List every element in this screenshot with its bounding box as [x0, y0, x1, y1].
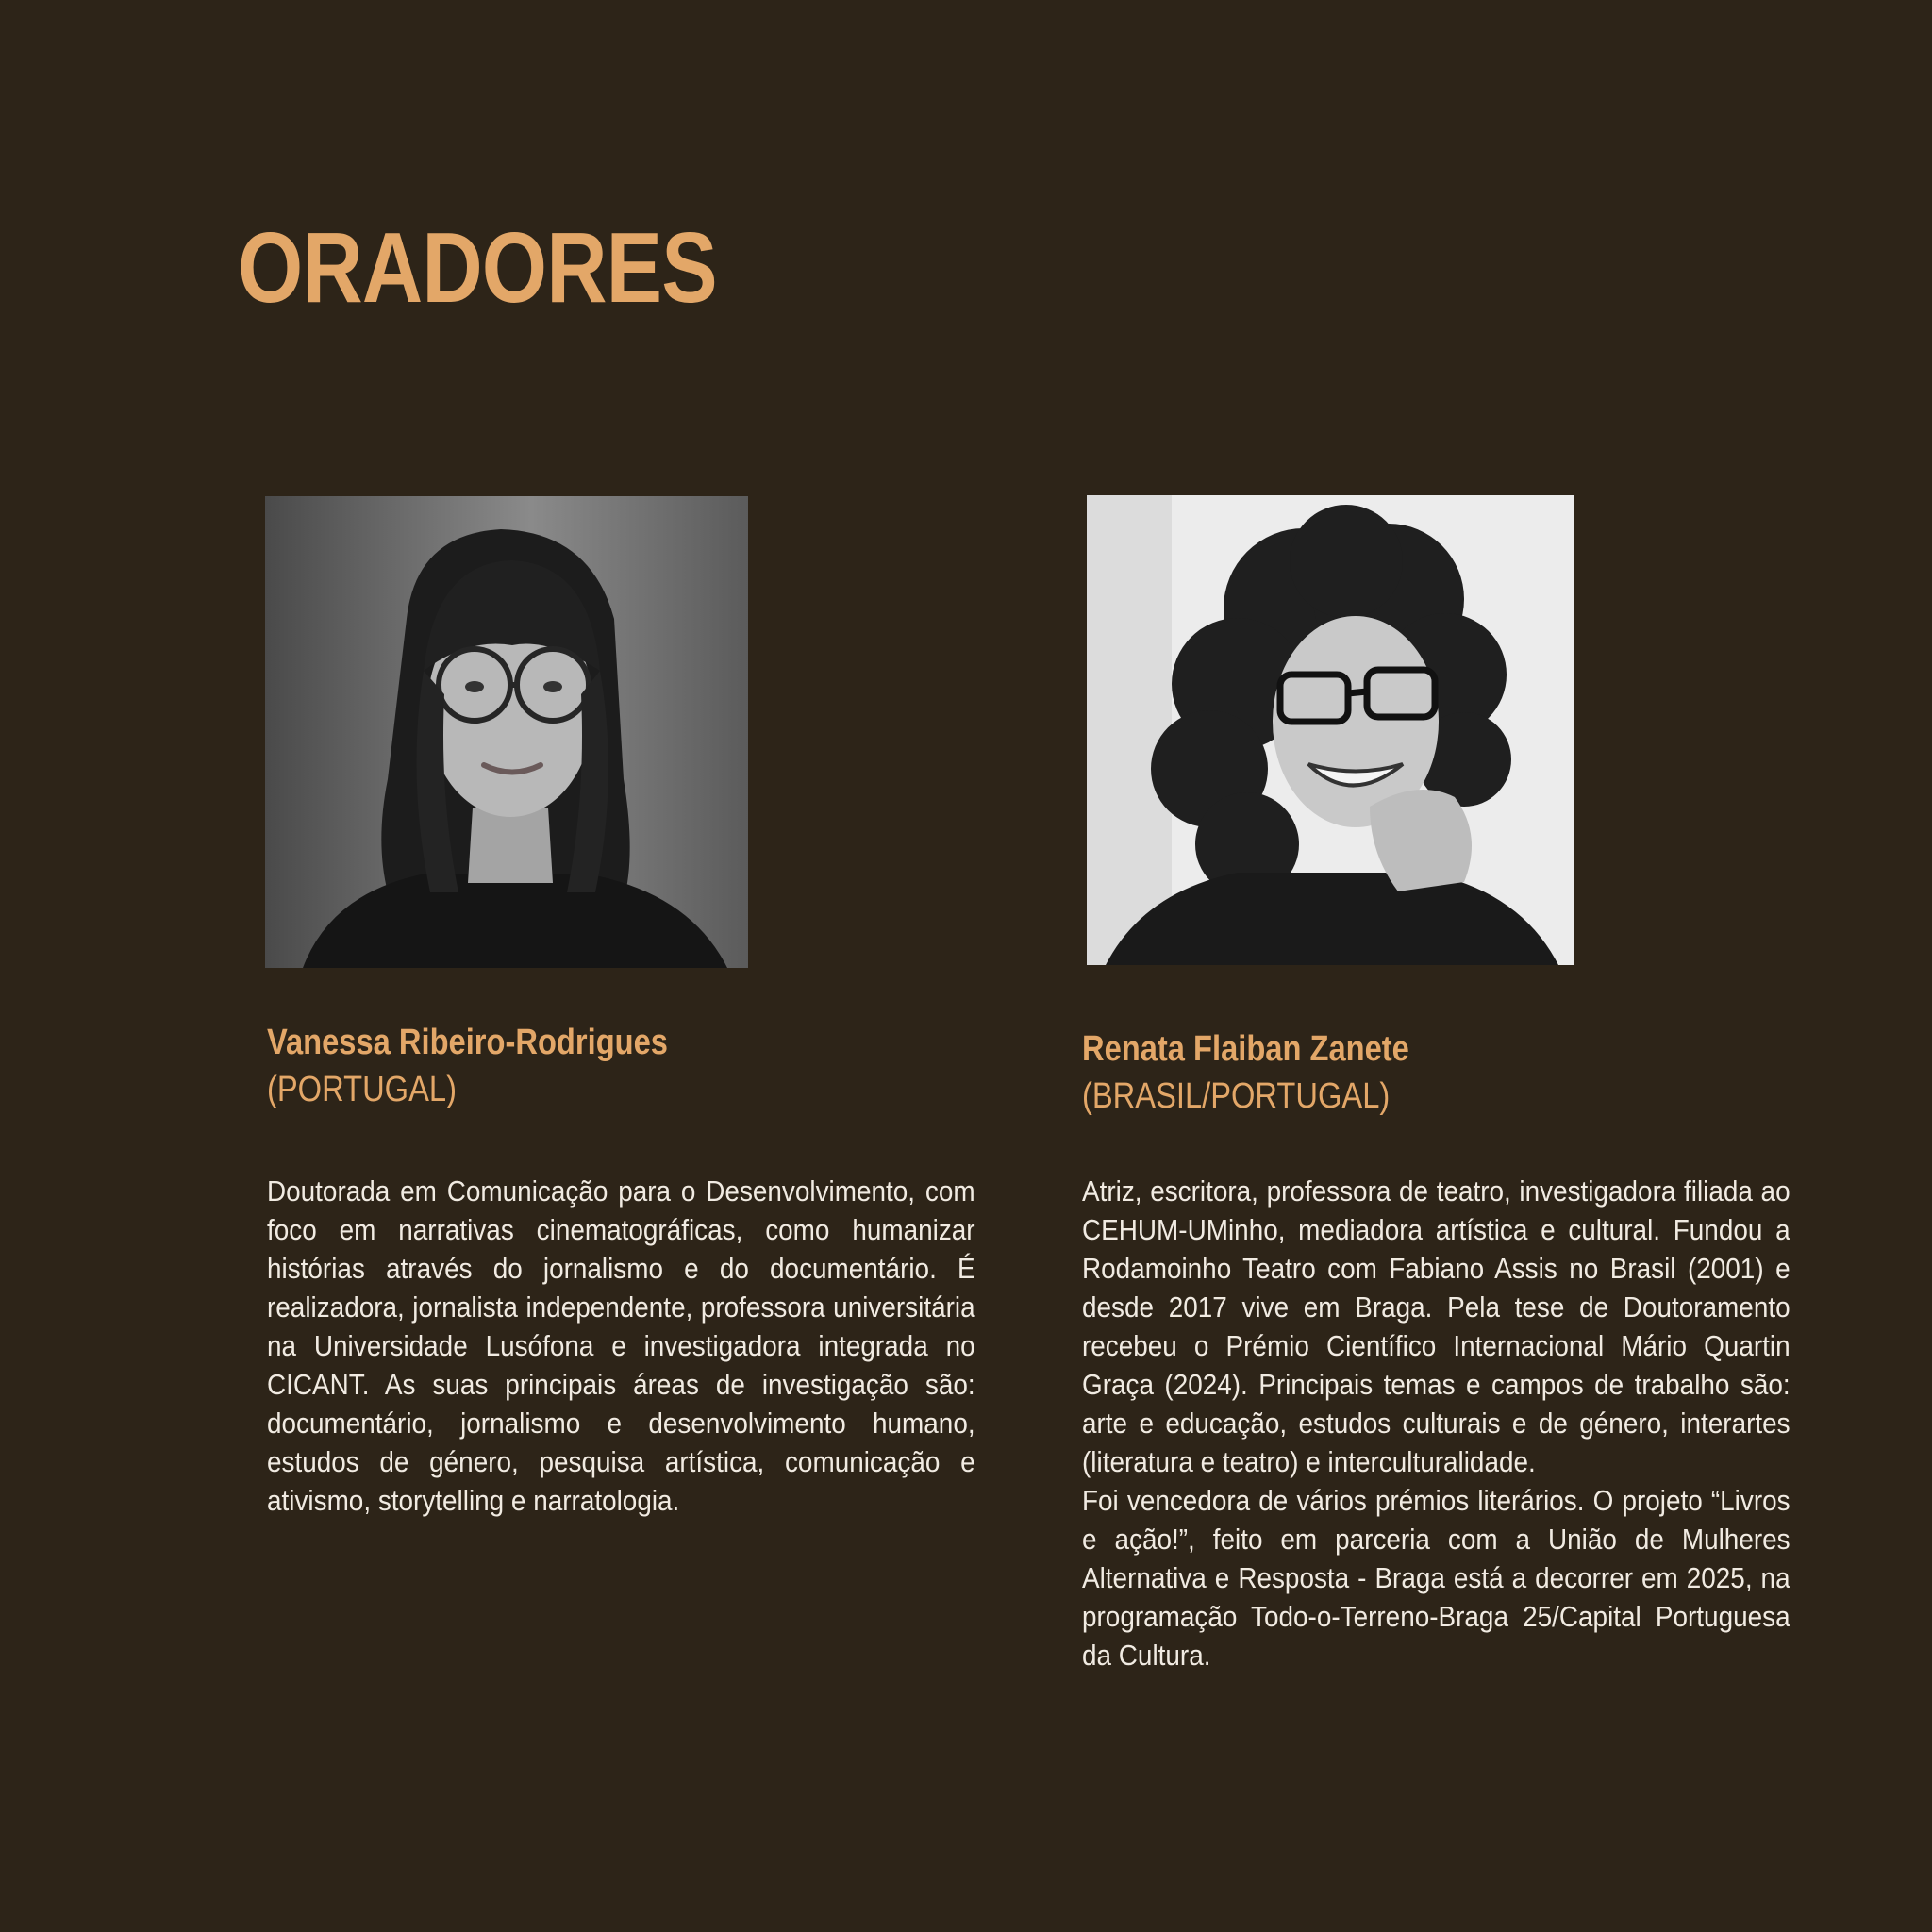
- speaker-bio-extra-text: Foi vencedora de vários prémios literários. O projeto “Livros e ação!”, feito em parceria com a União de Mulheres Alternativa e Resposta - Braga está a decorrer em 2025, na programação Todo-o-Terreno-Braga 25/Capital Portuguesa da Cultura.: [1082, 1484, 1790, 1672]
- speaker-photo: [1087, 495, 1574, 965]
- speaker-country: (PORTUGAL): [267, 1070, 457, 1109]
- speaker-name: Renata Flaiban Zanete: [1082, 1029, 1409, 1069]
- speaker-bio-text: Doutorada em Comunicação para o Desenvolvimento, com foco em narrativas cinematográficas, como humanizar histórias através do jornalismo e do documentário. É realizadora, jornalista independente, professora universitária na Universidade Lusófona e investigadora integrada no CICANT. As suas principais áreas de investigação são: documentário, jornalismo e desenvolvimento humano, estudos de género, pesquisa artística, comunicação e ativismo, storytelling e narratologia.: [267, 1174, 975, 1517]
- page-title: ORADORES: [238, 212, 717, 324]
- speaker-bio-text: Atriz, escritora, professora de teatro, investigadora filiada ao CEHUM-UMinho, mediadora artística e cultural. Fundou a Rodamoinho Teatro com Fabiano Assis no Brasil (2001) e desde 2017 vive em Braga. Pela tese de Doutoramento recebeu o Prémio Científico Internacional Mário Quartin Graça (2024). Principais temas e campos de trabalho são: arte e educação, estudos culturais e de género, interartes (literatura e teatro) e interculturalidade.: [1082, 1174, 1790, 1478]
- speaker-bio: [1082, 1172, 1790, 1674]
- speaker-photo: [265, 496, 748, 968]
- speaker-bio: [267, 1172, 974, 1520]
- speaker-country: (BRASIL/PORTUGAL): [1082, 1076, 1391, 1116]
- speaker-name: Vanessa Ribeiro-Rodrigues: [267, 1023, 668, 1062]
